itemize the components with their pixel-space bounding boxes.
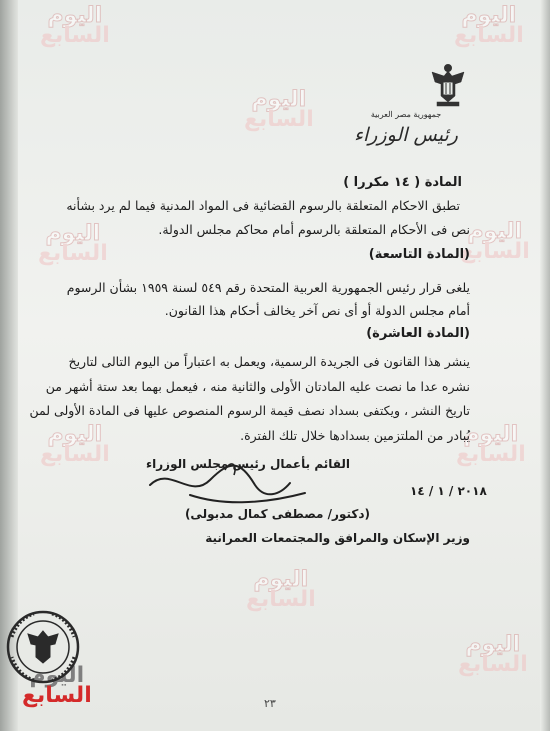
watermark: اليوم السابع [244,87,314,132]
page-number: ٢٣ [264,697,276,710]
official-seal-icon [4,607,82,687]
article-14-heading: المادة ( ١٤ مكررا ) [343,175,462,190]
watermark: اليوم السابع [40,3,110,48]
watermark: اليوم السابع [458,632,528,677]
page-shadow-right [540,0,550,731]
signatory-position: وزير الإسكان والمرافق والمجتمعات العمرانية [205,531,470,545]
watermark: اليوم السابع [454,3,524,48]
article-10-line: نشره عدا ما نصت عليه المادتان الأولى والثانية منه ، فيعمل بهما بعد ستة أشهر من [45,379,470,394]
article-14-line: نص فى الأحكام المتعلقة بالرسوم أمام محاكم مجلس الدولة. [158,222,470,237]
article-10-line: يُبادر من الملتزمين بسدادها خلال تلك الفترة. [240,428,470,443]
signature-scribble [130,455,330,510]
watermark: اليوم السابع [38,221,108,266]
article-10-line: تاريخ النشر ، ويكتفى بسداد نصف قيمة الرسوم المنصوص عليها فى المادة الأولى لمن [29,403,470,418]
watermark: اليوم السابع [456,422,526,467]
watermark-logo: اليوم السابع [22,663,92,708]
article-14-line: تطبق الاحكام المتعلقة بالرسوم القضائية فى المواد المدنية فيما لم يرد بشأنه [66,198,460,213]
signatory-name: (دكتور/ مصطفى كمال مدبولى) [184,507,370,521]
acting-prime-minister-title: القائم بأعمال رئيس مجلس الوزراء [146,457,350,471]
article-9-heading: (المادة التاسعة) [368,247,470,262]
article-9-line: يلغى قرار رئيس الجمهورية العربية المتحدة رقم ٥٤٩ لسنة ١٩٥٩ بشأن الرسوم [66,280,470,295]
watermark: اليوم السابع [460,219,530,264]
watermark: اليوم السابع [246,567,316,612]
signature-date: ٢٠١٨ / ١ / ١٤ [410,484,487,498]
watermark: اليوم السابع [40,422,110,467]
article-9-line: أمام مجلس الدولة أو أى نص آخر يخالف أحكام هذا القانون. [164,303,470,318]
article-10-line: ينشر هذا القانون فى الجريدة الرسمية، ويعمل به اعتباراً من اليوم التالى لتاريخ [68,354,470,369]
egypt-eagle-emblem-icon [428,62,468,108]
article-10-heading: (المادة العاشرة) [366,326,470,341]
header-subtitle: جمهورية مصر العربية [370,110,442,119]
header-title: رئيس الوزراء [354,124,458,146]
